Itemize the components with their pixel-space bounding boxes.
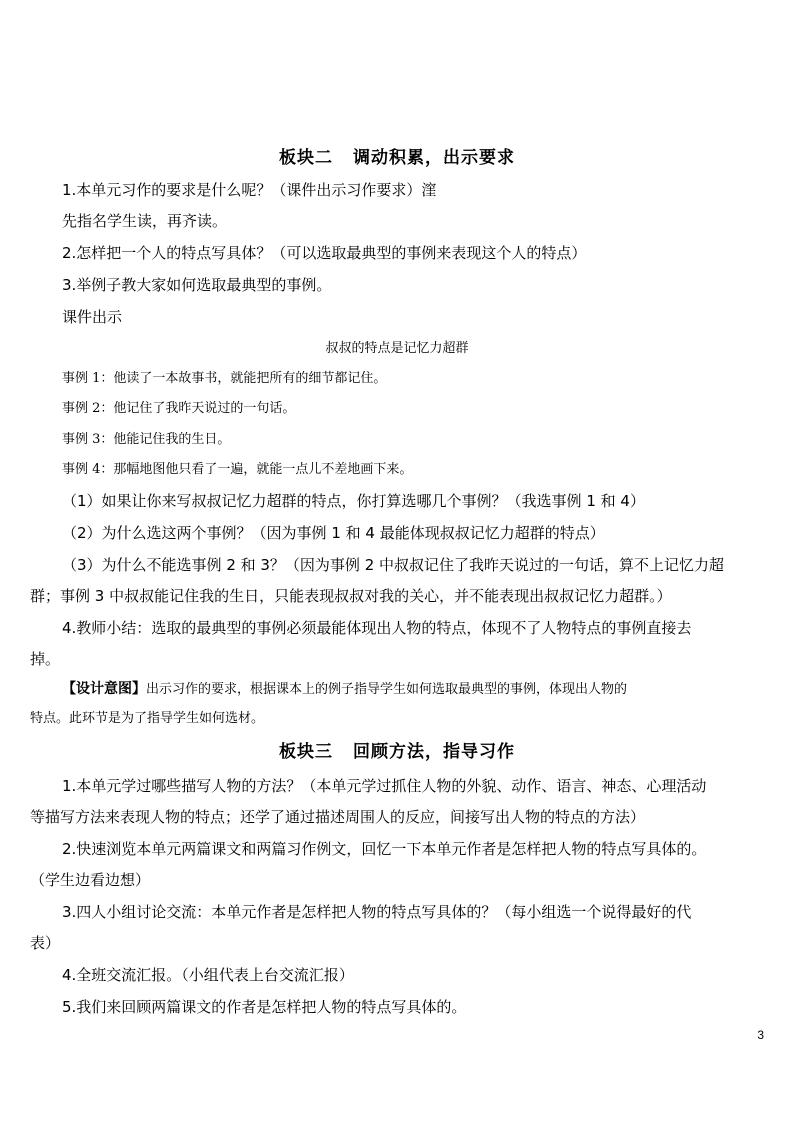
section3-heading	[0, 741, 794, 763]
slide-title: 叔叔的特点是记忆力超群	[325, 341, 469, 356]
section3-item-1-line-2: 等描写方法来表现人物的特点；还学了通过描述周围人的反应，间接写出人物的特点的方法）	[30, 808, 646, 826]
section2-item-1	[62, 180, 436, 200]
section2-item-1-text: 1.本单元习作的要求是什么呢？（课件出示习作要求）	[62, 181, 422, 199]
summary-line-2: 掉。	[30, 650, 61, 668]
example-3: 事例 3：他能记住我的生日。	[62, 432, 231, 447]
section2-heading-title: 调动积累，出示要求	[353, 148, 515, 168]
section2-heading	[0, 147, 794, 169]
section3-item-3-line-2: 表）	[30, 934, 61, 952]
section3-item-3-line-1: 3.四人小组讨论交流：本单元作者是怎样把人物的特点写具体的？（每小组选一个说得最好的代	[62, 903, 692, 921]
question-2: （2）为什么选这两个事例？（因为事例 1 和 4 最能体现叔叔记忆力超群的特点）	[62, 524, 605, 542]
question-1: （1）如果让你来写叔叔记忆力超群的特点，你打算选哪几个事例？（我选事例 1 和 4）	[62, 492, 645, 510]
section2-item-1-mark: 漥	[421, 181, 437, 199]
design-intent-line-1	[62, 680, 627, 699]
question-3-line-1: （3）为什么不能选事例 2 和 3？（因为事例 2 中叔叔记住了我昨天说过的一句话，算不上记忆力超	[62, 556, 725, 574]
design-intent-line-2: 特点。此环节是为了指导学生如何选材。	[30, 711, 265, 726]
section2-item-2: 2.怎样把一个人的特点写具体？（可以选取最典型的事例来表现这个人的特点）	[62, 244, 587, 262]
section3-item-1-line-1: 1.本单元学过哪些描写人物的方法？（本单元学过抓住人物的外貌、动作、语言、神态、心理活动	[62, 777, 707, 795]
question-3-line-2: 群；事例 3 中叔叔能记住我的生日，只能表现叔叔对我的关心，并不能表现出叔叔记忆力超群。）	[30, 587, 672, 605]
section3-item-2-line-1: 2.快速浏览本单元两篇课文和两篇习作例文，回忆一下本单元作者是怎样把人物的特点写具体的。	[62, 840, 707, 858]
section2-item-3: 3.举例子教大家如何选取最典型的事例。	[62, 276, 332, 294]
section2-heading-label: 板块二	[279, 148, 333, 168]
example-2: 事例 2：他记住了我昨天说过的一句话。	[62, 401, 296, 416]
section3-item-5: 5.我们来回顾两篇课文的作者是怎样把人物的特点写具体的。	[62, 998, 467, 1016]
section3-item-2-line-2: （学生边看边想）	[30, 871, 151, 889]
courseware-label: 课件出示	[62, 308, 123, 326]
section3-heading-label: 板块三	[279, 742, 333, 762]
design-intent-label: 【设计意图】	[62, 681, 146, 697]
example-4: 事例 4：那幅地图他只看了一遍，就能一点儿不差地画下来。	[62, 462, 413, 477]
design-intent-text: 出示习作的要求，根据课本上的例子指导学生如何选取最典型的事例，体现出人物的	[146, 682, 628, 697]
section2-note: 先指名学生读，再齐读。	[62, 212, 228, 230]
summary-line-1: 4.教师小结：选取的最典型的事例必须最能体现出人物的特点，体现不了人物特点的事例直接去	[62, 619, 692, 637]
page-number: 3	[757, 1028, 764, 1042]
example-1: 事例 1：他读了一本故事书，就能把所有的细节都记住。	[62, 371, 387, 386]
section3-item-4: 4.全班交流汇报。（小组代表上台交流汇报）	[62, 966, 354, 984]
section3-heading-title: 回顾方法，指导习作	[353, 742, 515, 762]
